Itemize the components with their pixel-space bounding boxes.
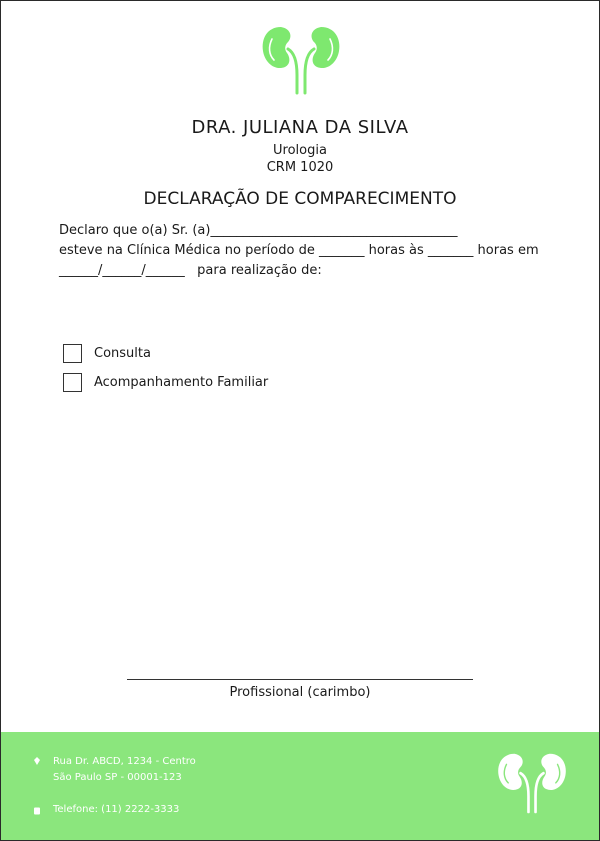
- acompanhamento-label: Acompanhamento Familiar: [94, 374, 269, 390]
- purpose-text: para realização de:: [197, 263, 322, 278]
- date-blank[interactable]: ______/______/______: [59, 263, 185, 278]
- signature-line[interactable]: [127, 679, 473, 680]
- start-time-blank[interactable]: _______: [318, 243, 365, 258]
- declaration-prefix: Declaro que o(a) Sr. (a): [59, 223, 211, 238]
- declaration-line-1: [59, 223, 545, 238]
- footer-phone-text: Telefone: (11) 2222-3333: [53, 804, 180, 815]
- footer-address-line2: São Paulo SP - 00001-123: [53, 772, 182, 783]
- hours-to-text: horas às: [368, 243, 424, 258]
- footer-address: [33, 754, 196, 786]
- option-acompanhamento[interactable]: [63, 372, 268, 392]
- phone-icon: [33, 807, 41, 815]
- consulta-label: Consulta: [94, 345, 151, 361]
- consulta-checkbox[interactable]: [63, 344, 82, 363]
- declaration-line-3: [59, 263, 545, 278]
- end-time-blank[interactable]: _______: [427, 243, 474, 258]
- doctor-name: DRA. JULIANA DA SILVA: [191, 117, 409, 138]
- kidneys-logo-icon: [259, 23, 343, 95]
- option-consulta[interactable]: [63, 343, 151, 363]
- doctor-crm: CRM 1020: [266, 160, 334, 175]
- kidneys-logo-footer-icon: [495, 750, 569, 814]
- footer-address-line1: Rua Dr. ABCD, 1234 - Centro: [53, 756, 196, 767]
- document-title: DECLARAÇÃO DE COMPARECIMENTO: [143, 189, 457, 209]
- acompanhamento-checkbox[interactable]: [63, 373, 82, 392]
- declaration-line-2: [59, 243, 545, 258]
- footer-bar: [1, 732, 599, 840]
- footer-phone: [33, 804, 179, 815]
- patient-name-blank[interactable]: ______________________________________: [210, 223, 458, 238]
- location-pin-icon: [33, 757, 41, 765]
- signature-label: Profissional (carimbo): [229, 685, 371, 700]
- declaration-period-text: esteve na Clínica Médica no período de: [59, 243, 315, 258]
- doctor-specialty: Urologia: [273, 143, 327, 158]
- hours-on-text: horas em: [477, 243, 539, 258]
